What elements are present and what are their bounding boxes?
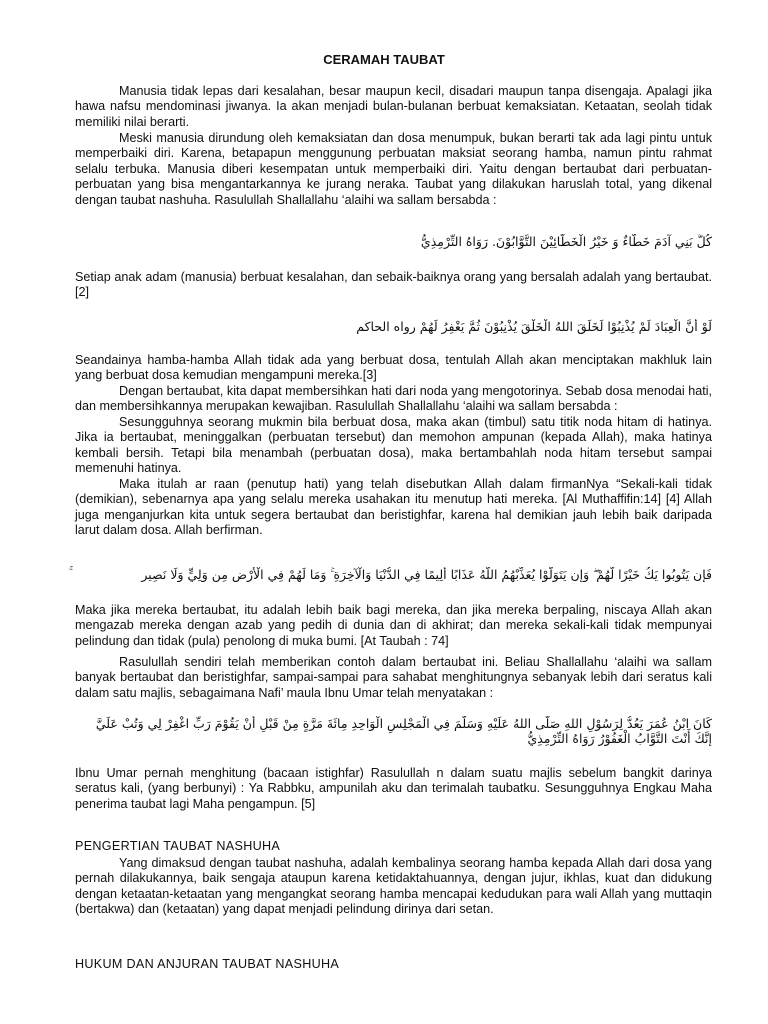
paragraph-prophet-example: Rasulullah sendiri telah memberikan contoh dalam bertaubat ini. Beliau Shallallahu ‘alaihi wa sallam banyak bertaubat dan beristighfar, sampai-sampai para sahabat menghitungnya sebanyak lebih dari seratus kali dalam satu majlis, sebagaimana Nafi’ maula Ibnu Umar telah menyatakan :: [75, 655, 712, 700]
paragraph-repentance-door: Meski manusia dirundung oleh kemaksiatan dan dosa menumpuk, bukan berarti tak ada lagi pintu untuk memperbaiki diri. Karena, betapapun menggunung perbuatan maksiat seorang hamba, namun pintu rahmat selalu terbuka. Manusia diberi kesempatan untuk memperbaiki diri. Yaitu dengan bertaubat dari perbuatan-perbuatan yang bisa mengantarkannya ke jurang neraka. Taubat yang dilakukan haruslah total, yang dikenal dengan taubat nashuha. Rasulullah Shallallahu ‘alaihi wa sallam bersabda :: [75, 131, 712, 207]
paragraph-translation-1: Setiap anak adam (manusia) berbuat kesalahan, dan sebaik-baiknya orang yang bersalah adalah yang bertaubat. [2]: [75, 270, 712, 300]
paragraph-definition: Yang dimaksud dengan taubat nashuha, adalah kembalinya seorang hamba kepada Allah dari dosa yang pernah dilakukannya, baik sengaja ataupun karena ketidaktahuannya, dengan jujur, ikhlas, kuat dan didukung dengan ketaatan-ketaatan yang mengangkat seorang hamba mencapai kedudukan para wali Allah yang muttaqin (bertakwa) dan (ketaatan) yang dapat menjadi pelindung dirinya dari setan.: [75, 856, 712, 917]
paragraph-cleansing-heart: Dengan bertaubat, kita dapat membersihkan hati dari noda yang mengotorinya. Sebab dosa menodai hati, dan membersihkannya merupakan kewajiban. Rasulullah Shallallahu ‘alaihi wa sallam bersabda :: [75, 384, 712, 414]
section-heading-definition: PENGERTIAN TAUBAT NASHUHA: [75, 839, 281, 853]
paragraph-translation-2: Seandainya hamba-hamba Allah tidak ada yang berbuat dosa, tentulah Allah akan menciptakan makhluk lain yang berbuat dosa kemudian mengampuni mereka.[3]: [75, 353, 712, 383]
arabic-hadith-2: لَوْ أَنَّ الْعِبَادَ لَمْ يُذْنِبُوْا لَخَلَقَ اللهُ الْخَلْقَ يُذْنِبُوْنَ ثُمَّ يَغْفِرُ لَهُمْ رواه الحاكم: [356, 319, 712, 334]
document-title: CERAMAH TAUBAT: [323, 52, 445, 67]
paragraph-intro: Manusia tidak lepas dari kesalahan, besar maupun kecil, disadari maupun tanpa disengaja. Apalagi jika hawa nafsu mendominasi jiwanya. Ia akan menjadi bulan-bulanan berbuat kemaksiatan. Ketaatan, seolah tidak memiliki nilai berarti.: [75, 84, 712, 129]
paragraph-ar-raan: Maka itulah ar raan (penutup hati) yang telah disebutkan Allah dalam firmanNya “Sekali-kali tidak (demikian), sebenarnya apa yang selalu mereka usahakan itu menutup hati mereka. [Al Muthaffifin:14] [4] Allah juga menganjurkan kita untuk segera bertaubat dan beristighfar, karena hal demikian jauh lebih baik daripada larut dalam dosa. Allah berfirman.: [75, 477, 712, 538]
paragraph-black-spot: Sesungguhnya seorang mukmin bila berbuat dosa, maka akan (timbul) satu titik noda hitam di hatinya. Jika ia bertaubat, meninggalkan (perbuatan tersebut) dan memohon ampunan (kepada Allah), maka hatinya kembali bersih. Tetapi bila menambah (perbuatan dosa), maka bertambahlah noda hitam tersebut sampai memenuhi hatinya.: [75, 415, 712, 476]
paragraph-verse-translation: Maka jika mereka bertaubat, itu adalah lebih baik bagi mereka, dan jika mereka berpaling, niscaya Allah akan mengazab mereka dengan azab yang pedih di dunia dan di akhirat; dan mereka sekali-kali tidak mempunyai pelindung dan tidak (pula) penolong di muka bumi. [At Taubah : 74]: [75, 603, 712, 648]
arabic-hadith-3: كَانَ ابْنُ عُمَرَ يَعُدُّ لِرَسُوْلِ اللهِ صَلَّى اللهُ عَلَيْهِ وَسَلَّمَ فِي الْمَجْلِسِ الْوَاحِدِ مِائَةَ مَرَّةٍ مِنْ قَبْلِ أَنْ يَقُوْمَ رَبِّ اغْفِرْ لِي وَتُبْ عَلَيَّ إِنَّكَ أَنْتَ التَّوَّابُ الْغَفُوْرُ رَوَاهُ التِّرْمِذِيُّ: [95, 716, 712, 746]
arabic-verse: فَإِن يَتُوبُوا يَكُ خَيْرًا لَّهُمْ ۖ وَإِن يَتَوَلَّوْا يُعَذِّبْهُمُ اللَّهُ عَذَابًا أَلِيمًا فِي الدُّنْيَا وَالْآخِرَةِ ۚ وَمَا لَهُمْ فِي الْأَرْضِ مِن وَلِيٍّ وَلَا نَصِيرٍ: [141, 567, 712, 582]
section-heading-law: HUKUM DAN ANJURAN TAUBAT NASHUHA: [75, 957, 340, 971]
arabic-hadith-1: كُلُّ بَنِي آدَمَ خَطَّاءٌ وَ خَيْرُ الْخَطَّائِيْنَ التَّوَّابُوْنَ. رَوَاهُ التِّرْمِذِيُّ: [420, 234, 712, 249]
paragraph-translation-3: Ibnu Umar pernah menghitung (bacaan istighfar) Rasulullah n dalam suatu majlis sebelum bangkit darinya seratus kali, (yang berbunyi) : Ya Rabbku, ampunilah aku dan terimalah taubatku. Sesungguhnya Engkau Maha penerima taubat lagi Maha pengampun. [5]: [75, 766, 712, 811]
